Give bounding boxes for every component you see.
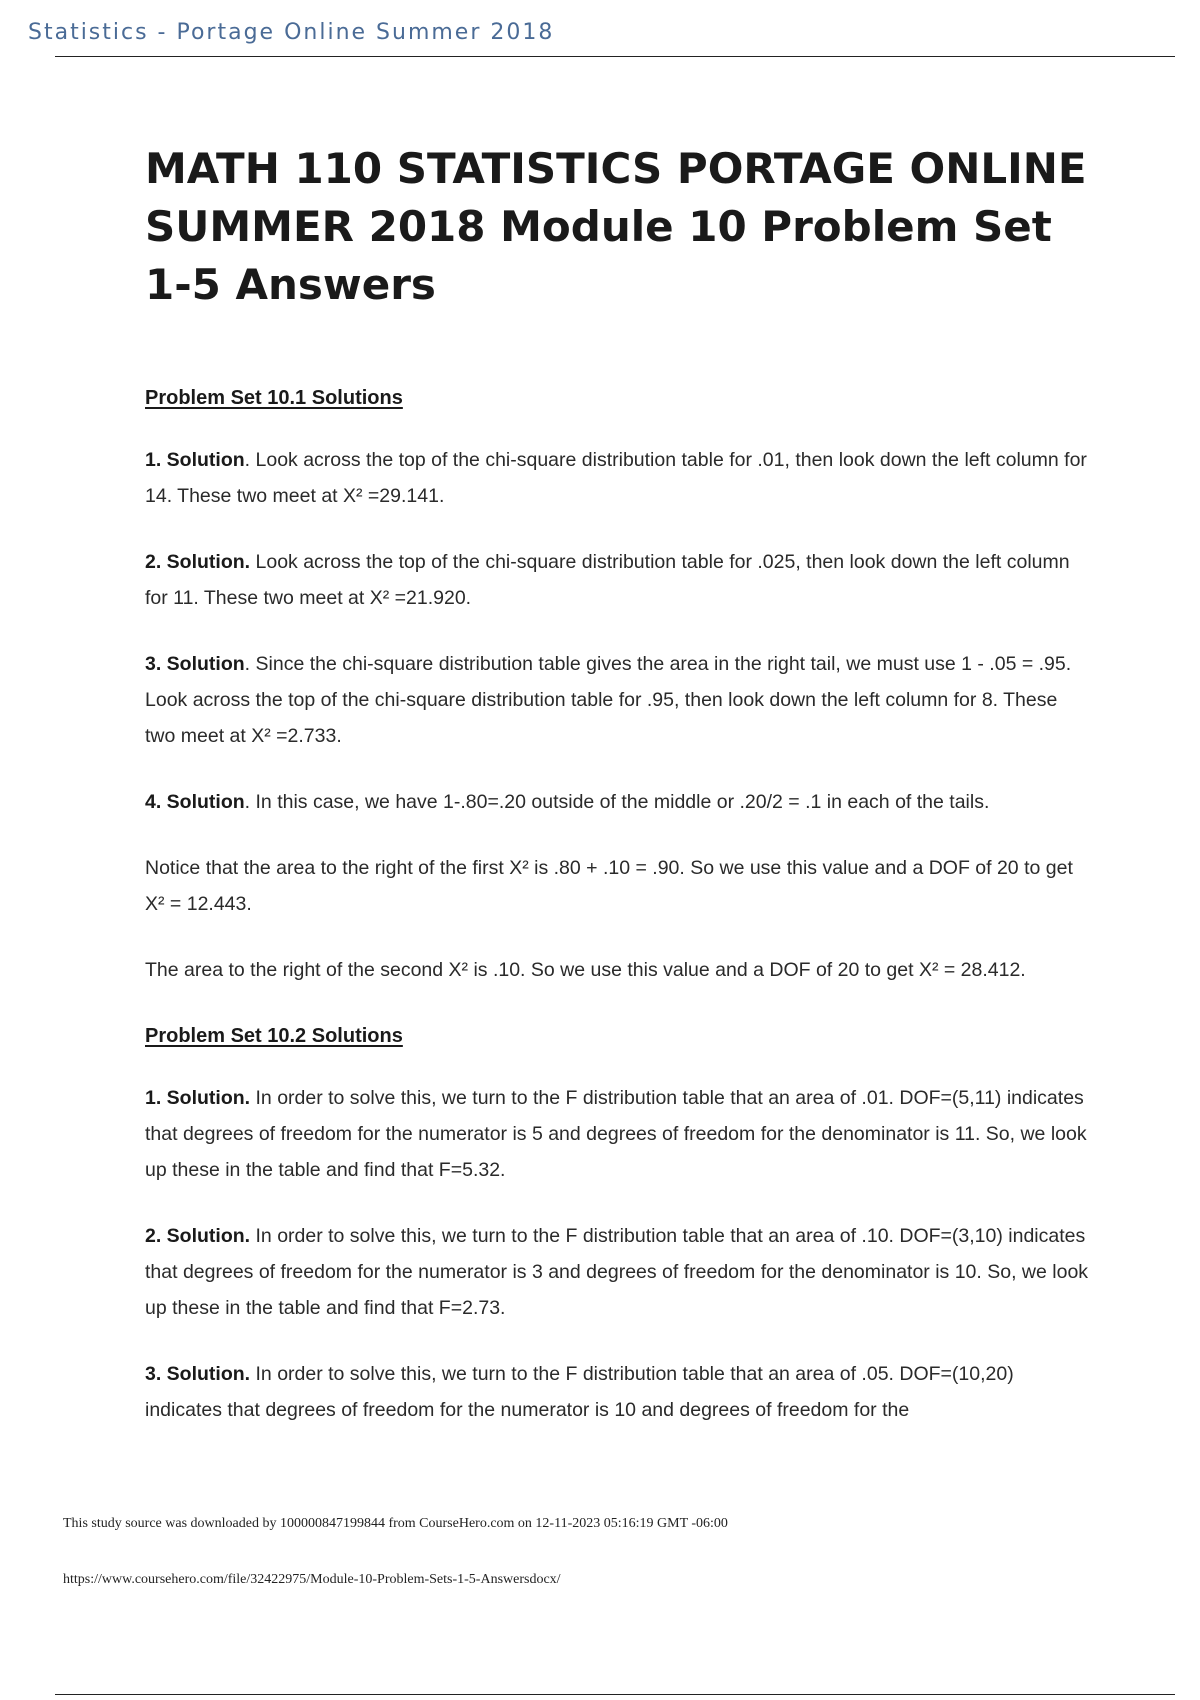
source-url[interactable]: https://www.coursehero.com/file/32422975/Module-10-Problem-Sets-1-5-Answersdocx/ (63, 1572, 561, 1587)
explanation-paragraph (145, 952, 1090, 988)
solution-text: . Look across the top of the chi-square distribution table for .01, then look down the left column for 14. These two meet at X² =29.141. (145, 449, 1087, 507)
solution-text: . In this case, we have 1-.80=.20 outside of the middle or .20/2 = .1 in each of the tails. (244, 791, 990, 813)
section-heading-10-1: Problem Set 10.1 Solutions (145, 387, 403, 409)
solution-paragraph (145, 1356, 1090, 1428)
document-body (145, 380, 1090, 1458)
solution-text: In order to solve this, we turn to the F distribution table that an area of .10. DOF=(3,10) indicates that degrees of freedom for the numerator is 3 and degrees of freedom for the denominator is 10. So, we look up these in the table and find that F=2.73. (145, 1225, 1089, 1319)
solution-text: Look across the top of the chi-square distribution table for .025, then look down the left column for 11. These two meet at X² =21.920. (145, 551, 1070, 609)
solution-paragraph (145, 442, 1090, 514)
solution-lead: 2. Solution. (145, 1225, 251, 1247)
solution-paragraph (145, 646, 1090, 754)
solution-lead: 1. Solution (145, 449, 245, 471)
solution-paragraph (145, 1080, 1090, 1188)
footer-divider (55, 1694, 1175, 1695)
solution-lead: 1. Solution. (145, 1087, 251, 1109)
paragraph-text: The area to the right of the second X² is .10. So we use this value and a DOF of 20 to get X² = 28.412. (145, 959, 1026, 981)
solution-paragraph (145, 1218, 1090, 1326)
running-header: Statistics - Portage Online Summer 2018 (28, 20, 555, 45)
solution-text: . Since the chi-square distribution table gives the area in the right tail, we must use 1 - .05 = .95. Look across the top of the chi-square distribution table for .95, then look down the left column for 8. These two meet at X² =2.733. (145, 653, 1072, 747)
solution-text: In order to solve this, we turn to the F distribution table that an area of .05. DOF=(10,20) indicates that degrees of freedom for the numerator is 10 and degrees of freedom for the (145, 1363, 1014, 1421)
solution-paragraph (145, 784, 1090, 820)
solution-text: In order to solve this, we turn to the F distribution table that an area of .01. DOF=(5,11) indicates that degrees of freedom for the numerator is 5 and degrees of freedom for the denominator is 11. So, we look up these in the table and find that F=5.32. (145, 1087, 1087, 1181)
explanation-paragraph (145, 850, 1090, 922)
section-heading-10-2: Problem Set 10.2 Solutions (145, 1025, 403, 1047)
header-divider (55, 56, 1175, 57)
document-title: MATH 110 STATISTICS PORTAGE ONLINE SUMMER 2018 Module 10 Problem Set 1-5 Answers (145, 144, 1087, 309)
solution-lead: 2. Solution. (145, 551, 251, 573)
download-source-note: This study source was downloaded by 100000847199844 from CourseHero.com on 12-11-2023 05:16:19 GMT -06:00 (63, 1516, 728, 1531)
solution-lead: 3. Solution. (145, 1363, 251, 1385)
solution-paragraph (145, 544, 1090, 616)
paragraph-text: Notice that the area to the right of the first X² is .80 + .10 = .90. So we use this value and a DOF of 20 to get X² = 12.443. (145, 857, 1073, 915)
solution-lead: 4. Solution (145, 791, 245, 813)
solution-lead: 3. Solution (145, 653, 245, 675)
